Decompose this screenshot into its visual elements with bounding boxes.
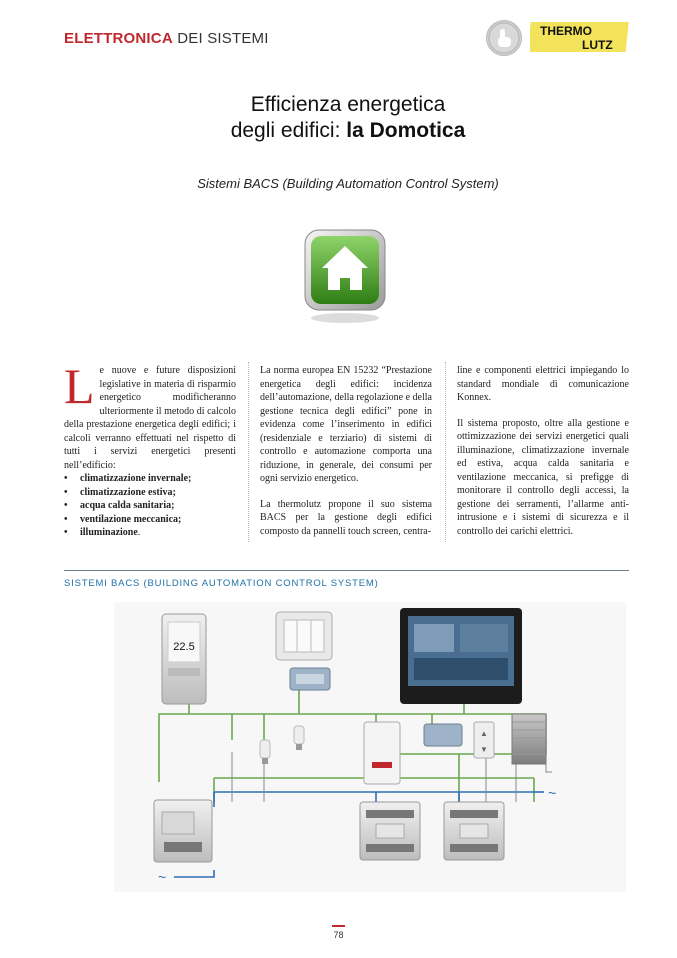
wall-switch-device (276, 612, 332, 660)
logo-line1: THERMO (540, 24, 592, 38)
logo-line2: LUTZ (582, 38, 613, 52)
tilde-right: ~ (548, 785, 557, 801)
col1-paragraph: e nuove e future disposizioni legislative in materia di risparmio energetico modificheranno ulteriormente il metodo di calcolo della prestazione energetica degli edifici; i calcoli verranno effettuati nel rispetto di tutti i servizi energetici presenti nell’edificio: (64, 365, 236, 471)
thermolutz-logo (530, 20, 630, 54)
page-subtitle: Sistemi BACS (Building Automation Control System) (197, 176, 499, 191)
col3-paragraph-1: line e componenti elettrici impiegando lo standard mondiale di comunicazione Konnex. (457, 365, 629, 403)
list-item: • acqua calda sanitaria; (64, 499, 236, 513)
text-column-2 (260, 364, 432, 550)
list-item: • ventilazione meccanica; (64, 513, 236, 527)
din-module-actuator-1 (360, 802, 420, 860)
touch-screen-panel (400, 608, 522, 704)
boiler-device (364, 722, 400, 784)
bacs-diagram (114, 602, 626, 892)
list-item (64, 526, 236, 540)
switch-actuator-module (290, 668, 330, 690)
section-header-light: DEI SISTEMI (172, 30, 269, 47)
list-item: • climatizzazione invernale; (64, 472, 236, 486)
thermostat-reading: 22.5 (173, 641, 195, 653)
shutter-actuator-module (424, 724, 462, 746)
list-item-text: illuminazione (80, 527, 138, 538)
hand-touch-icon (486, 20, 522, 56)
col2-paragraph-2: La thermolutz propone il suo sistema BACS per la gestione degli edifici composto da pannelli touch screen, centra- (260, 498, 432, 537)
col3-paragraph-2: Il sistema proposto, oltre alla gestione e ottimizzazione dei servizi energetici quali illuminazione, climatizzazione invernale ed estiva, acqua calda sanitaria e ventilazione meccanica, si prefigge di monitorare il controllo degli accessi, la gestione dei serramenti, l’allarme anti-intrusione e i sistemi di sicurezza e il controllo dei carichi elettrici. (457, 417, 629, 537)
tilde-left: ~ (158, 869, 167, 885)
text-column-1 (64, 358, 236, 540)
column-divider (248, 362, 249, 542)
col2-paragraph-1: La norma europea EN 15232 “Prestazione energetica degli edifici: incidenza dell’automazione, della regolazione e della gestione tecnica degli edifici” pone in evidenza come l’inserimento in edifici (residenziale e terziario) di sistemi di controllo e automazione comporta una riduzione, in generale, dei consumi per ogni servizio energetico. (260, 365, 432, 484)
svg-text:▼: ▼ (480, 745, 488, 754)
section-header (64, 30, 269, 47)
section-header-bold: ELETTRONICA (64, 30, 173, 47)
text-column-3 (457, 364, 629, 550)
din-module-actuator-2 (444, 802, 504, 860)
section-title: SISTEMI BACS (BUILDING AUTOMATION CONTROL SYSTEM) (64, 578, 379, 589)
section-rule (64, 570, 629, 571)
column-divider (445, 362, 446, 542)
svg-text:▲: ▲ (480, 729, 488, 738)
up-down-switch (474, 722, 494, 758)
home-icon (300, 226, 390, 326)
thermostat-device (162, 614, 206, 704)
roller-shutter (512, 714, 546, 764)
list-item-suffix: . (137, 527, 141, 538)
page-number: 78 (333, 930, 344, 940)
list-item: • climatizzazione estiva; (64, 486, 236, 500)
din-module-power-supply (154, 800, 212, 862)
page-number-marker (332, 925, 345, 927)
energy-services-list (64, 472, 236, 540)
page-title (120, 92, 576, 144)
title-line1: Efficienza energetica (250, 93, 446, 116)
title-line2-plain: degli edifici: (230, 119, 347, 142)
title-line2-bold: la Domotica (346, 119, 466, 142)
drop-cap: L (64, 358, 95, 414)
